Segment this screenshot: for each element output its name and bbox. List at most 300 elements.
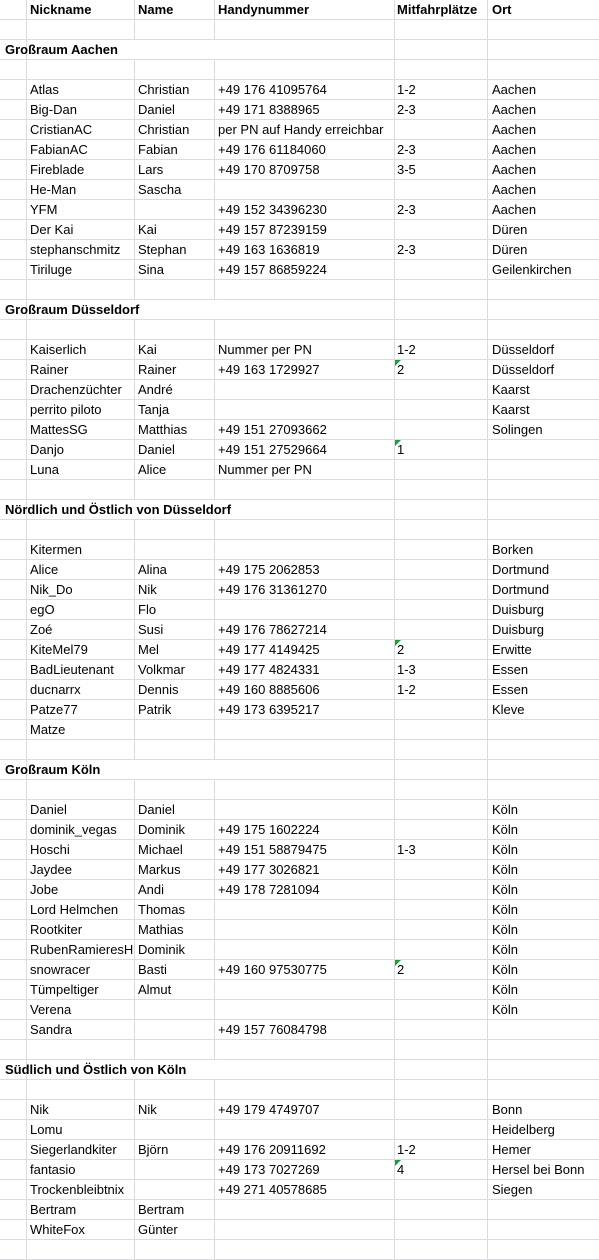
- name-cell[interactable]: [135, 1020, 215, 1040]
- row-gutter[interactable]: [0, 1100, 27, 1120]
- seats-cell[interactable]: 1-2: [395, 340, 488, 360]
- name-cell[interactable]: Nik: [135, 1100, 215, 1120]
- city-cell[interactable]: [488, 60, 599, 80]
- city-cell[interactable]: [488, 720, 599, 740]
- nickname-cell[interactable]: [27, 60, 135, 80]
- city-cell[interactable]: Hersel bei Bonn: [488, 1160, 599, 1180]
- seats-cell[interactable]: [395, 1020, 488, 1040]
- nickname-cell[interactable]: fantasio: [27, 1160, 135, 1180]
- phone-cell[interactable]: [215, 1040, 395, 1060]
- phone-cell[interactable]: [215, 20, 395, 40]
- name-cell[interactable]: Patrik: [135, 700, 215, 720]
- nickname-cell[interactable]: Matze: [27, 720, 135, 740]
- seats-cell[interactable]: [395, 900, 488, 920]
- city-cell[interactable]: Essen: [488, 660, 599, 680]
- nickname-cell[interactable]: [27, 20, 135, 40]
- phone-cell[interactable]: +49 157 76084798: [215, 1020, 395, 1040]
- phone-cell[interactable]: Nummer per PN: [215, 460, 395, 480]
- seats-cell[interactable]: [395, 800, 488, 820]
- nickname-cell[interactable]: Der Kai: [27, 220, 135, 240]
- phone-cell[interactable]: [215, 1240, 395, 1260]
- name-cell[interactable]: [135, 1180, 215, 1200]
- seats-cell[interactable]: [395, 260, 488, 280]
- row-gutter[interactable]: [0, 660, 27, 680]
- city-cell[interactable]: [488, 1080, 599, 1100]
- seats-cell[interactable]: 3-5: [395, 160, 488, 180]
- phone-cell[interactable]: +49 160 97530775: [215, 960, 395, 980]
- phone-cell[interactable]: [215, 1060, 395, 1080]
- phone-cell[interactable]: +49 176 41095764: [215, 80, 395, 100]
- seats-cell[interactable]: [395, 820, 488, 840]
- seats-cell[interactable]: 1-2: [395, 1140, 488, 1160]
- name-cell[interactable]: Almut: [135, 980, 215, 1000]
- row-gutter[interactable]: [0, 220, 27, 240]
- nickname-cell[interactable]: Tümpeltiger: [27, 980, 135, 1000]
- name-cell[interactable]: Dominik: [135, 820, 215, 840]
- name-cell[interactable]: [135, 1040, 215, 1060]
- city-cell[interactable]: Duisburg: [488, 620, 599, 640]
- phone-cell[interactable]: [215, 540, 395, 560]
- seats-cell[interactable]: [395, 600, 488, 620]
- seats-cell[interactable]: [395, 280, 488, 300]
- phone-cell[interactable]: +49 177 4149425: [215, 640, 395, 660]
- row-gutter[interactable]: [0, 200, 27, 220]
- name-cell[interactable]: Thomas: [135, 900, 215, 920]
- phone-cell[interactable]: [215, 280, 395, 300]
- row-gutter[interactable]: [0, 520, 27, 540]
- city-cell[interactable]: [488, 480, 599, 500]
- seats-cell[interactable]: [395, 580, 488, 600]
- seats-cell[interactable]: 2-3: [395, 140, 488, 160]
- city-cell[interactable]: Köln: [488, 880, 599, 900]
- name-cell[interactable]: Markus: [135, 860, 215, 880]
- seats-cell[interactable]: 2: [395, 360, 488, 380]
- row-gutter[interactable]: [0, 80, 27, 100]
- city-cell[interactable]: Düren: [488, 220, 599, 240]
- city-cell[interactable]: [488, 740, 599, 760]
- seats-cell[interactable]: [395, 500, 488, 520]
- seats-cell[interactable]: [395, 700, 488, 720]
- nickname-cell[interactable]: Lomu: [27, 1120, 135, 1140]
- name-cell[interactable]: Sina: [135, 260, 215, 280]
- seats-cell[interactable]: 4: [395, 1160, 488, 1180]
- city-cell[interactable]: Geilenkirchen: [488, 260, 599, 280]
- nickname-cell[interactable]: CristianAC: [27, 120, 135, 140]
- row-gutter[interactable]: [0, 320, 27, 340]
- city-cell[interactable]: Borken: [488, 540, 599, 560]
- seats-cell[interactable]: 1-2: [395, 80, 488, 100]
- nickname-cell[interactable]: Drachenzüchter: [27, 380, 135, 400]
- comment-indicator-icon[interactable]: [395, 360, 401, 366]
- phone-cell[interactable]: [215, 940, 395, 960]
- phone-cell[interactable]: [215, 500, 395, 520]
- nickname-cell[interactable]: Fireblade: [27, 160, 135, 180]
- city-cell[interactable]: [488, 1060, 599, 1080]
- seats-cell[interactable]: 2-3: [395, 240, 488, 260]
- row-gutter[interactable]: [0, 1140, 27, 1160]
- nickname-cell[interactable]: perrito piloto: [27, 400, 135, 420]
- city-cell[interactable]: [488, 280, 599, 300]
- name-cell[interactable]: Stephan: [135, 240, 215, 260]
- phone-cell[interactable]: +49 175 2062853: [215, 560, 395, 580]
- row-gutter[interactable]: [0, 800, 27, 820]
- nickname-cell[interactable]: Jaydee: [27, 860, 135, 880]
- seats-cell[interactable]: 2: [395, 640, 488, 660]
- row-gutter[interactable]: [0, 480, 27, 500]
- seats-cell[interactable]: [395, 620, 488, 640]
- nickname-cell[interactable]: YFM: [27, 200, 135, 220]
- nickname-cell[interactable]: MattesSG: [27, 420, 135, 440]
- city-cell[interactable]: Aachen: [488, 180, 599, 200]
- city-cell[interactable]: Solingen: [488, 420, 599, 440]
- row-gutter[interactable]: [0, 100, 27, 120]
- name-cell[interactable]: Basti: [135, 960, 215, 980]
- phone-cell[interactable]: +49 173 6395217: [215, 700, 395, 720]
- name-cell[interactable]: Björn: [135, 1140, 215, 1160]
- seats-cell[interactable]: [395, 460, 488, 480]
- city-cell[interactable]: [488, 1200, 599, 1220]
- name-cell[interactable]: Alina: [135, 560, 215, 580]
- seats-cell[interactable]: [395, 480, 488, 500]
- row-gutter[interactable]: [0, 400, 27, 420]
- phone-cell[interactable]: +49 171 8388965: [215, 100, 395, 120]
- phone-cell[interactable]: +49 163 1729927: [215, 360, 395, 380]
- row-gutter[interactable]: [0, 640, 27, 660]
- city-cell[interactable]: Köln: [488, 940, 599, 960]
- nickname-cell[interactable]: [27, 280, 135, 300]
- column-header-4[interactable]: Mitfahrplätze: [395, 0, 488, 20]
- nickname-cell[interactable]: Daniel: [27, 800, 135, 820]
- row-gutter[interactable]: [0, 860, 27, 880]
- phone-cell[interactable]: [215, 60, 395, 80]
- name-cell[interactable]: Kai: [135, 220, 215, 240]
- name-cell[interactable]: Bertram: [135, 1200, 215, 1220]
- phone-cell[interactable]: +49 173 7027269: [215, 1160, 395, 1180]
- name-cell[interactable]: Kai: [135, 340, 215, 360]
- city-cell[interactable]: Düsseldorf: [488, 360, 599, 380]
- nickname-cell[interactable]: [27, 320, 135, 340]
- row-gutter[interactable]: [0, 1020, 27, 1040]
- phone-cell[interactable]: +49 177 4824331: [215, 660, 395, 680]
- phone-cell[interactable]: +49 157 87239159: [215, 220, 395, 240]
- nickname-cell[interactable]: Danjo: [27, 440, 135, 460]
- row-gutter[interactable]: [0, 280, 27, 300]
- seats-cell[interactable]: [395, 400, 488, 420]
- seats-cell[interactable]: [395, 300, 488, 320]
- city-cell[interactable]: [488, 500, 599, 520]
- phone-cell[interactable]: +49 151 27093662: [215, 420, 395, 440]
- nickname-cell[interactable]: Lord Helmchen: [27, 900, 135, 920]
- row-gutter[interactable]: [0, 600, 27, 620]
- row-gutter[interactable]: [0, 840, 27, 860]
- phone-cell[interactable]: +49 177 3026821: [215, 860, 395, 880]
- name-cell[interactable]: [135, 20, 215, 40]
- seats-cell[interactable]: [395, 1120, 488, 1140]
- name-cell[interactable]: Susi: [135, 620, 215, 640]
- row-gutter[interactable]: [0, 920, 27, 940]
- row-gutter[interactable]: [0, 340, 27, 360]
- phone-cell[interactable]: [215, 1000, 395, 1020]
- phone-cell[interactable]: +49 152 34396230: [215, 200, 395, 220]
- row-gutter[interactable]: [0, 160, 27, 180]
- phone-cell[interactable]: +49 176 20911692: [215, 1140, 395, 1160]
- seats-cell[interactable]: [395, 380, 488, 400]
- seats-cell[interactable]: 2-3: [395, 100, 488, 120]
- city-cell[interactable]: Essen: [488, 680, 599, 700]
- name-cell[interactable]: [135, 780, 215, 800]
- name-cell[interactable]: [135, 40, 215, 60]
- nickname-cell[interactable]: Sandra: [27, 1020, 135, 1040]
- city-cell[interactable]: Duisburg: [488, 600, 599, 620]
- name-cell[interactable]: Andi: [135, 880, 215, 900]
- phone-cell[interactable]: [215, 400, 395, 420]
- name-cell[interactable]: [135, 740, 215, 760]
- phone-cell[interactable]: per PN auf Handy erreichbar: [215, 120, 395, 140]
- phone-cell[interactable]: [215, 740, 395, 760]
- name-cell[interactable]: Dominik: [135, 940, 215, 960]
- nickname-cell[interactable]: [27, 1240, 135, 1260]
- nickname-cell[interactable]: BadLieutenant: [27, 660, 135, 680]
- name-cell[interactable]: [135, 1160, 215, 1180]
- row-gutter[interactable]: [0, 780, 27, 800]
- phone-cell[interactable]: +49 178 7281094: [215, 880, 395, 900]
- city-cell[interactable]: [488, 1220, 599, 1240]
- name-cell[interactable]: [135, 1080, 215, 1100]
- seats-cell[interactable]: 1-2: [395, 680, 488, 700]
- nickname-cell[interactable]: Nik: [27, 1100, 135, 1120]
- nickname-cell[interactable]: snowracer: [27, 960, 135, 980]
- row-gutter[interactable]: [0, 900, 27, 920]
- name-cell[interactable]: [135, 300, 215, 320]
- seats-cell[interactable]: [395, 940, 488, 960]
- city-cell[interactable]: Aachen: [488, 100, 599, 120]
- phone-cell[interactable]: [215, 480, 395, 500]
- row-gutter[interactable]: [0, 620, 27, 640]
- city-cell[interactable]: [488, 40, 599, 60]
- name-cell[interactable]: Alice: [135, 460, 215, 480]
- phone-cell[interactable]: +49 170 8709758: [215, 160, 395, 180]
- seats-cell[interactable]: [395, 780, 488, 800]
- city-cell[interactable]: Köln: [488, 1000, 599, 1020]
- nickname-cell[interactable]: FabianAC: [27, 140, 135, 160]
- phone-cell[interactable]: +49 271 40578685: [215, 1180, 395, 1200]
- nickname-cell[interactable]: Nik_Do: [27, 580, 135, 600]
- row-gutter[interactable]: [0, 1180, 27, 1200]
- row-gutter[interactable]: [0, 1120, 27, 1140]
- name-cell[interactable]: Volkmar: [135, 660, 215, 680]
- nickname-cell[interactable]: Hoschi: [27, 840, 135, 860]
- city-cell[interactable]: Hemer: [488, 1140, 599, 1160]
- nickname-cell[interactable]: stephanschmitz: [27, 240, 135, 260]
- phone-cell[interactable]: [215, 720, 395, 740]
- city-cell[interactable]: Kaarst: [488, 400, 599, 420]
- city-cell[interactable]: Siegen: [488, 1180, 599, 1200]
- city-cell[interactable]: Kaarst: [488, 380, 599, 400]
- seats-cell[interactable]: 1: [395, 440, 488, 460]
- phone-cell[interactable]: [215, 800, 395, 820]
- nickname-cell[interactable]: [27, 480, 135, 500]
- row-gutter[interactable]: [0, 440, 27, 460]
- row-gutter[interactable]: [0, 1000, 27, 1020]
- phone-cell[interactable]: Nummer per PN: [215, 340, 395, 360]
- name-cell[interactable]: Daniel: [135, 440, 215, 460]
- seats-cell[interactable]: 2: [395, 960, 488, 980]
- row-gutter[interactable]: [0, 540, 27, 560]
- seats-cell[interactable]: [395, 860, 488, 880]
- name-cell[interactable]: [135, 1240, 215, 1260]
- seats-cell[interactable]: [395, 20, 488, 40]
- city-cell[interactable]: Köln: [488, 920, 599, 940]
- city-cell[interactable]: Erwitte: [488, 640, 599, 660]
- seats-cell[interactable]: [395, 560, 488, 580]
- row-gutter[interactable]: [0, 940, 27, 960]
- row-gutter[interactable]: [0, 680, 27, 700]
- name-cell[interactable]: [135, 540, 215, 560]
- column-header-2[interactable]: Name: [135, 0, 215, 20]
- name-cell[interactable]: Rainer: [135, 360, 215, 380]
- seats-cell[interactable]: [395, 920, 488, 940]
- seats-cell[interactable]: [395, 1200, 488, 1220]
- city-cell[interactable]: Köln: [488, 820, 599, 840]
- city-cell[interactable]: Köln: [488, 980, 599, 1000]
- nickname-cell[interactable]: Trockenbleibtnix: [27, 1180, 135, 1200]
- name-cell[interactable]: [135, 520, 215, 540]
- name-cell[interactable]: Flo: [135, 600, 215, 620]
- row-gutter[interactable]: [0, 240, 27, 260]
- phone-cell[interactable]: +49 175 1602224: [215, 820, 395, 840]
- nickname-cell[interactable]: [27, 1080, 135, 1100]
- phone-cell[interactable]: [215, 40, 395, 60]
- row-gutter[interactable]: [0, 880, 27, 900]
- city-cell[interactable]: Aachen: [488, 80, 599, 100]
- city-cell[interactable]: [488, 20, 599, 40]
- seats-cell[interactable]: [395, 740, 488, 760]
- name-cell[interactable]: [135, 480, 215, 500]
- nickname-cell[interactable]: Siegerlandkiter: [27, 1140, 135, 1160]
- city-cell[interactable]: [488, 1040, 599, 1060]
- phone-cell[interactable]: [215, 1200, 395, 1220]
- city-cell[interactable]: Kleve: [488, 700, 599, 720]
- row-gutter[interactable]: [0, 1040, 27, 1060]
- row-gutter[interactable]: [0, 720, 27, 740]
- nickname-cell[interactable]: [27, 740, 135, 760]
- city-cell[interactable]: Aachen: [488, 160, 599, 180]
- name-cell[interactable]: [135, 760, 215, 780]
- phone-cell[interactable]: +49 151 27529664: [215, 440, 395, 460]
- row-gutter[interactable]: [0, 1240, 27, 1260]
- comment-indicator-icon[interactable]: [395, 640, 401, 646]
- nickname-cell[interactable]: Atlas: [27, 80, 135, 100]
- city-cell[interactable]: [488, 780, 599, 800]
- city-cell[interactable]: [488, 1020, 599, 1040]
- row-gutter[interactable]: [0, 140, 27, 160]
- name-cell[interactable]: Fabian: [135, 140, 215, 160]
- row-gutter[interactable]: [0, 20, 27, 40]
- seats-cell[interactable]: [395, 1180, 488, 1200]
- nickname-cell[interactable]: ducnarrx: [27, 680, 135, 700]
- nickname-cell[interactable]: Luna: [27, 460, 135, 480]
- phone-cell[interactable]: [215, 920, 395, 940]
- phone-cell[interactable]: [215, 520, 395, 540]
- name-cell[interactable]: André: [135, 380, 215, 400]
- seats-cell[interactable]: [395, 180, 488, 200]
- city-cell[interactable]: Köln: [488, 860, 599, 880]
- city-cell[interactable]: [488, 520, 599, 540]
- phone-cell[interactable]: [215, 1120, 395, 1140]
- row-gutter[interactable]: [0, 60, 27, 80]
- city-cell[interactable]: Heidelberg: [488, 1120, 599, 1140]
- seats-cell[interactable]: [395, 220, 488, 240]
- seats-cell[interactable]: [395, 980, 488, 1000]
- city-cell[interactable]: [488, 760, 599, 780]
- row-gutter[interactable]: [0, 1220, 27, 1240]
- row-gutter[interactable]: [0, 0, 27, 20]
- name-cell[interactable]: [135, 60, 215, 80]
- city-cell[interactable]: Bonn: [488, 1100, 599, 1120]
- row-gutter[interactable]: [0, 960, 27, 980]
- name-cell[interactable]: [135, 720, 215, 740]
- city-cell[interactable]: Aachen: [488, 200, 599, 220]
- seats-cell[interactable]: [395, 1000, 488, 1020]
- phone-cell[interactable]: [215, 1220, 395, 1240]
- nickname-cell[interactable]: RubenRamieresH: [27, 940, 135, 960]
- comment-indicator-icon[interactable]: [395, 960, 401, 966]
- name-cell[interactable]: Günter: [135, 1220, 215, 1240]
- nickname-cell[interactable]: Big-Dan: [27, 100, 135, 120]
- city-cell[interactable]: Düren: [488, 240, 599, 260]
- seats-cell[interactable]: [395, 120, 488, 140]
- name-cell[interactable]: Matthias: [135, 420, 215, 440]
- phone-cell[interactable]: [215, 780, 395, 800]
- phone-cell[interactable]: [215, 320, 395, 340]
- seats-cell[interactable]: [395, 1240, 488, 1260]
- row-gutter[interactable]: [0, 180, 27, 200]
- row-gutter[interactable]: [0, 360, 27, 380]
- city-cell[interactable]: Aachen: [488, 140, 599, 160]
- nickname-cell[interactable]: Bertram: [27, 1200, 135, 1220]
- seats-cell[interactable]: [395, 1060, 488, 1080]
- phone-cell[interactable]: [215, 380, 395, 400]
- seats-cell[interactable]: [395, 420, 488, 440]
- row-gutter[interactable]: [0, 580, 27, 600]
- row-gutter[interactable]: [0, 460, 27, 480]
- phone-cell[interactable]: [215, 1080, 395, 1100]
- seats-cell[interactable]: [395, 880, 488, 900]
- nickname-cell[interactable]: Rainer: [27, 360, 135, 380]
- phone-cell[interactable]: +49 163 1636819: [215, 240, 395, 260]
- city-cell[interactable]: Köln: [488, 900, 599, 920]
- name-cell[interactable]: Michael: [135, 840, 215, 860]
- seats-cell[interactable]: [395, 720, 488, 740]
- name-cell[interactable]: Christian: [135, 120, 215, 140]
- city-cell[interactable]: [488, 320, 599, 340]
- nickname-cell[interactable]: Alice: [27, 560, 135, 580]
- city-cell[interactable]: Dortmund: [488, 560, 599, 580]
- seats-cell[interactable]: [395, 1040, 488, 1060]
- city-cell[interactable]: Dortmund: [488, 580, 599, 600]
- nickname-cell[interactable]: Kitermen: [27, 540, 135, 560]
- row-gutter[interactable]: [0, 1080, 27, 1100]
- nickname-cell[interactable]: Tiriluge: [27, 260, 135, 280]
- nickname-cell[interactable]: Jobe: [27, 880, 135, 900]
- city-cell[interactable]: [488, 460, 599, 480]
- phone-cell[interactable]: +49 176 61184060: [215, 140, 395, 160]
- seats-cell[interactable]: [395, 540, 488, 560]
- phone-cell[interactable]: +49 160 8885606: [215, 680, 395, 700]
- city-cell[interactable]: Köln: [488, 800, 599, 820]
- nickname-cell[interactable]: [27, 520, 135, 540]
- phone-cell[interactable]: [215, 980, 395, 1000]
